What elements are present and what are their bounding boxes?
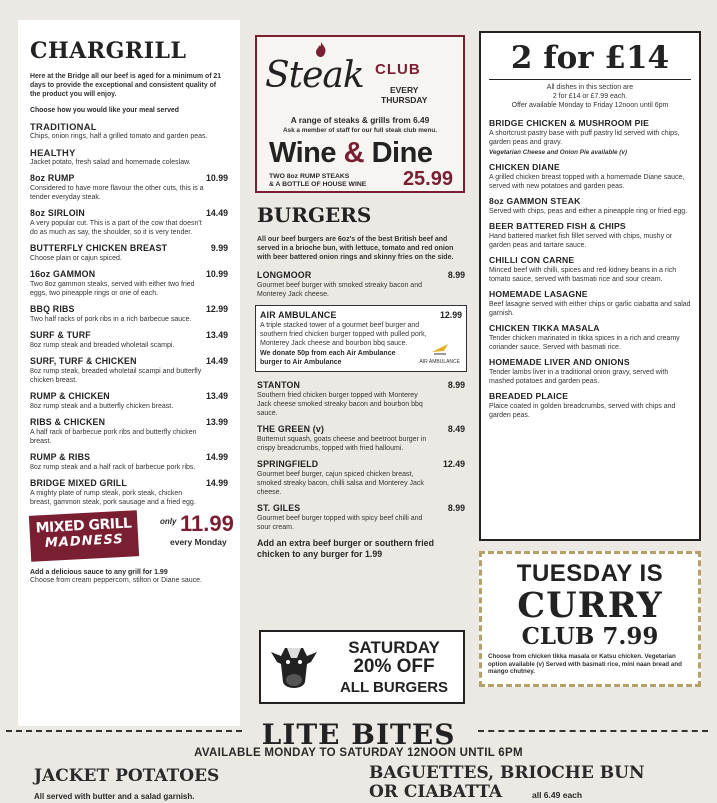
item-price: 14.49 (205, 208, 228, 218)
menu-item (30, 243, 228, 263)
curry-line1: TUESDAY IS (516, 560, 664, 587)
item-price: 14.49 (205, 356, 228, 366)
item-name: ST. GILES (257, 503, 301, 513)
menu-item (257, 380, 465, 418)
lite-bites-title: LITE BITES (261, 718, 456, 751)
two-for-title: 2 for £14 (510, 40, 670, 76)
every-label: EVERY (389, 85, 419, 95)
item-price: 14.99 (205, 478, 228, 488)
item-note: Vegetarian Cheese and Onion Pie available (v) (489, 149, 627, 156)
mixed-grill-line2: MADNESS (44, 531, 125, 552)
item-desc: Beef lasagne served with either chips or garlic ciabatta and salad garnish. (489, 301, 691, 317)
item-desc: Gourmet beef burger topped with spicy beef chilli and sour cream. (257, 515, 423, 531)
item-name: SURF, TURF & CHICKEN (30, 356, 137, 366)
baguettes-heading (369, 764, 644, 802)
steak-club-panel (255, 35, 465, 193)
item-name: THE GREEN (v) (257, 424, 325, 434)
item-desc: Plaice coated in golden breadcrumbs, served with chips and garden peas. (489, 403, 676, 419)
menu-item (30, 391, 228, 411)
air-ambulance-badge (419, 342, 460, 365)
menu-item (489, 118, 691, 157)
item-price: 8.99 (447, 380, 465, 390)
item-desc: A half rack of barbecue pork ribs and butterfly chicken breast. (30, 429, 197, 445)
menu-item (257, 503, 465, 532)
item-price: 13.99 (205, 417, 228, 427)
menu-item (30, 330, 228, 350)
item-name: BREADED PLAICE (489, 391, 569, 401)
saturday-line3: ALL BURGERS (339, 679, 449, 696)
style-name: TRADITIONAL (30, 121, 97, 132)
thursday-label: THURSDAY (381, 95, 428, 105)
menu-item (257, 424, 465, 453)
burgers-intro: All our beef burgers are 6oz's of the best British beef and served in a brioche bun, with lettuce, tomato and red onion with beer battered onion rings and skinny fries on the side. (257, 236, 454, 261)
jacket-potatoes-desc: All served with butter and a salad garnish. (34, 792, 195, 801)
item-desc: Gourmet beef burger with smoked streaky bacon and Monterey Jack cheese. (257, 282, 422, 298)
item-desc: Two 8oz gammon steaks, served with either two fried eggs, two pineapple rings or one of each. (30, 281, 195, 297)
intro-line1: All dishes in this section are (546, 84, 634, 91)
wine-dine-heading (269, 137, 432, 170)
saturday-line2: 20% OFF (353, 656, 435, 677)
menu-item (30, 478, 228, 507)
lite-bites-section (0, 716, 717, 803)
club-label: CLUB (375, 61, 421, 78)
wine-dine-offer (269, 173, 366, 189)
menu-item (489, 357, 691, 386)
serving-styles (30, 121, 228, 167)
mixed-grill-line1: MIXED GRILL (35, 515, 132, 537)
item-name: 8oz GAMMON STEAK (489, 196, 581, 206)
item-desc: Hand battered market fish fillet served with chips, mushy or garden peas and tartare sauce. (489, 233, 673, 249)
chargrill-intro: Here at the Bridge all our beef is aged for a minimum of 21 days to provide the exceptional and consistent quality of the product you will enjoy. (30, 73, 222, 98)
steak-script: Steak (265, 55, 364, 96)
item-desc: Two half racks of pork ribs in a rich barbecue sauce. (30, 316, 192, 323)
burgers-title: BURGERS (257, 203, 372, 227)
divider (489, 79, 691, 80)
item-desc: Tender lambs liver in a traditional onion gravy, served with mashed potatoes and garden peas. (489, 369, 669, 385)
burgers-panel (257, 203, 465, 560)
item-desc: A mighty plate of rump steak, pork steak, chicken breast, gammon steak, pork sausage and a fried egg. (30, 490, 196, 506)
item-price: 10.99 (205, 173, 228, 183)
menu-item (30, 356, 228, 385)
item-price: 12.99 (205, 304, 228, 314)
item-name: 8oz SIRLOIN (30, 208, 85, 218)
curry-line3: CLUB 7.99 (521, 623, 659, 650)
item-price: 13.49 (205, 330, 228, 340)
item-desc: Minced beef with chilli, spices and red kidney beans in a rich tomato sauce, served with basmati rice and sour cream. (489, 267, 677, 283)
menu-item (489, 162, 691, 191)
menu-item (257, 459, 465, 497)
item-desc: Served with chips, peas and either a pineapple ring or fried egg. (489, 208, 688, 215)
menu-item (489, 221, 691, 250)
chargrill-panel (18, 20, 240, 726)
style-desc: Chips, onion rings, half a grilled tomato and garden peas. (30, 133, 208, 140)
menu-item (30, 417, 228, 446)
baguettes-price: all 6.49 each (532, 790, 583, 800)
item-name: BRIDGE MIXED GRILL (30, 478, 127, 488)
item-name: RUMP & CHICKEN (30, 391, 110, 401)
item-desc: Southern fried chicken burger topped with Monterey Jack cheese smoked streaky bacon and bourbon bbq sauce. (257, 392, 423, 417)
lite-bites-availability: AVAILABLE MONDAY TO SATURDAY 12NOON UNTIL 6PM (194, 747, 523, 759)
item-desc: 8oz rump steak, breaded wholetail scampi and butterfly chicken breast. (30, 368, 202, 384)
item-desc: Considered to have more flavour the other cuts, this is a tender everyday steak. (30, 185, 204, 201)
menu-item (257, 270, 465, 299)
donation-note: We donate 50p from each Air Ambulance burger to Air Ambulance (260, 350, 396, 366)
steak-ask: Ask a member of staff for our full steak club menu. (282, 127, 438, 134)
item-desc: 8oz rump steak and breaded wholetail scampi. (30, 342, 175, 349)
badge-label: AIR AMBULANCE (419, 359, 460, 365)
burger-addon: Add an extra beef burger or southern fried chicken to any burger for 1.99 (257, 538, 434, 559)
mixed-grill-madness-promo (30, 511, 234, 565)
item-desc: A very popular cut. This is a part of the cow that doesn't do as much as say, the shoulder, so it is very tender. (30, 220, 202, 236)
curry-club-panel (479, 551, 701, 687)
air-ambulance-box (255, 305, 467, 372)
item-price: 13.49 (205, 391, 228, 401)
item-desc: 8oz rump steak and a half rack of barbecue pork ribs. (30, 464, 196, 471)
wine-label: Wine (269, 137, 337, 169)
steak-range: A range of steaks & grills from 6.49 (290, 115, 430, 125)
item-desc: Gourmet beef burger, cajun spiced chicken breast, smoked streaky bacon, chilli salsa and Monterey Jack cheese. (257, 471, 424, 496)
item-name: BBQ RIBS (30, 304, 75, 314)
saturday-offer (259, 630, 465, 704)
promo-only: only (160, 517, 177, 526)
chargrill-choose: Choose how you would like your meal served (30, 107, 179, 114)
air-ambulance-icon (419, 342, 460, 359)
item-price: 14.99 (205, 452, 228, 462)
item-name: LONGMOOR (257, 270, 312, 280)
item-price: 10.99 (205, 269, 228, 279)
menu-item (30, 173, 228, 202)
promo-when: every Monday (170, 537, 227, 547)
menu-item (30, 304, 228, 324)
saturday-line1: SATURDAY (348, 638, 440, 657)
menu-item (489, 289, 691, 318)
item-name: BRIDGE CHICKEN & MUSHROOM PIE (489, 118, 650, 128)
item-name: HOMEMADE LIVER AND ONIONS (489, 357, 630, 367)
item-name: SURF & TURF (30, 330, 91, 340)
item-name: HOMEMADE LASAGNE (489, 289, 588, 299)
curry-desc: Choose from chicken tikka masala or Katsu chicken. Vegetarian option available (v) Served with basmati rice, mini naan bread and mango chutney. (488, 653, 682, 675)
intro-line3: Offer available Monday to Friday 12noon until 6pm (511, 102, 669, 109)
jacket-potatoes-heading: JACKET POTATOES (34, 766, 220, 786)
two-for-fourteen-panel (479, 31, 701, 541)
baguettes-line1: BAGUETTES, BRIOCHE BUN (369, 763, 645, 783)
promo-price: 11.99 (180, 511, 234, 536)
item-name: BUTTERFLY CHICKEN BREAST (30, 243, 168, 253)
item-name: SPRINGFIELD (257, 459, 319, 469)
menu-item (489, 391, 691, 420)
item-name: AIR AMBULANCE (260, 310, 337, 320)
menu-item (30, 208, 228, 237)
item-desc: Choose plain or cajun spiced. (30, 255, 122, 262)
two-for-intro (489, 83, 691, 110)
item-name: CHICKEN TIKKA MASALA (489, 323, 600, 333)
baguettes-line2: OR CIABATTA (369, 782, 503, 802)
item-desc: Butternut squash, goats cheese and beetroot burger in crispy breadcrumbs, topped with fried halloumi. (257, 436, 427, 452)
menu-item (30, 452, 228, 472)
offer-line2: & A BOTTLE OF HOUSE WINE (269, 181, 367, 188)
menu-item (30, 269, 228, 298)
item-desc: A triple stacked tower of a gourmet beef burger and southern fried chicken burger topped with pulled pork, Monterey Jack cheese and bourbon bbq sauce. (260, 322, 427, 347)
item-name: BEER BATTERED FISH & CHIPS (489, 221, 626, 231)
cow-icon (265, 638, 323, 696)
item-name: RUMP & RIBS (30, 452, 91, 462)
style-desc: Jacket potato, fresh salad and homemade coleslaw. (30, 159, 191, 166)
item-price: 12.49 (442, 459, 465, 469)
mixed-grill-logo (29, 510, 139, 562)
sauce-heading: Add a delicious sauce to any grill for 1.99 (30, 569, 168, 576)
offer-line1: TWO 8oz RUMP STEAKS (269, 173, 350, 180)
style-name: HEALTHY (30, 147, 76, 158)
item-desc: 8oz rump steak and a butterfly chicken breast. (30, 403, 174, 410)
intro-line2: 2 for £14 or £7.99 each. (552, 93, 628, 100)
item-name: CHILLI CON CARNE (489, 255, 575, 265)
item-price: 8.49 (447, 424, 465, 434)
curry-line2: CURRY (517, 585, 663, 626)
item-desc: Tender chicken marinated in tikka spices in a rich and creamy coriander sauce. Served with basmati rice. (489, 335, 680, 351)
item-name: STANTON (257, 380, 301, 390)
wine-dine-price: 25.99 (402, 168, 453, 190)
item-price: 8.99 (447, 270, 465, 280)
menu-item (489, 196, 691, 216)
item-desc: A grilled chicken breast topped with a homemade Diane sauce, served with new potatoes and garden peas. (489, 174, 685, 190)
item-price: 8.99 (447, 503, 465, 513)
item-price: 9.99 (210, 243, 228, 253)
item-name: 16oz GAMMON (30, 269, 96, 279)
item-price: 12.99 (439, 310, 462, 320)
dine-label: Dine (371, 137, 433, 169)
item-desc: A shortcrust pastry base with puff pastry lid served with chips, garden peas and gravy. (489, 130, 680, 146)
sauce-desc: Choose from cream peppercorn, stilton or Diane sauce. (30, 577, 202, 584)
item-name: 8oz RUMP (30, 173, 75, 183)
menu-item (489, 255, 691, 284)
every-thursday (381, 85, 427, 105)
item-name: CHICKEN DIANE (489, 162, 560, 172)
menu-item (489, 323, 691, 352)
item-name: RIBS & CHICKEN (30, 417, 106, 427)
chargrill-title: CHARGRILL (30, 38, 187, 64)
amp-label: & (343, 137, 365, 169)
